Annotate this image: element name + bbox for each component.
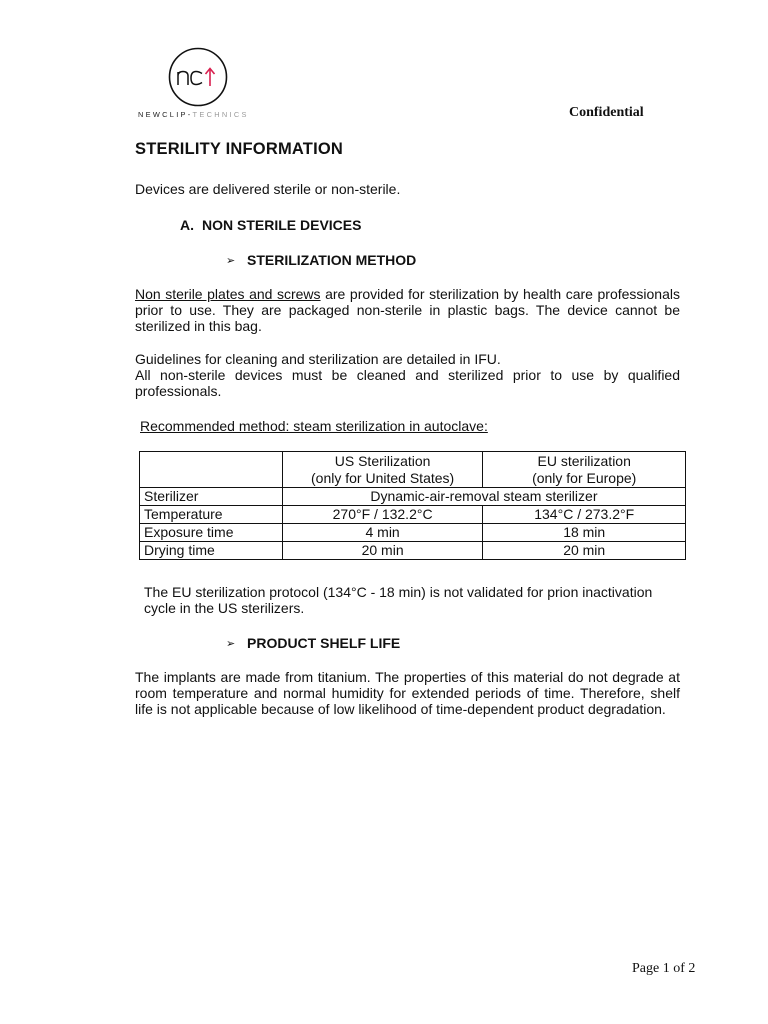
- guidelines-paragraph: [135, 351, 680, 399]
- section-a-label: NON STERILE DEVICES: [202, 217, 362, 233]
- table-cell-label: Sterilizer: [140, 488, 283, 506]
- logo-wordmark: [138, 110, 249, 119]
- arrow-bullet-icon: ➢: [226, 255, 236, 267]
- page-title: STERILITY INFORMATION: [135, 140, 344, 158]
- confidential-label: Confidential: [569, 105, 644, 120]
- sterilization-table: [139, 451, 686, 560]
- eu-protocol-note: The EU sterilization protocol (134°C - 18 min) is not validated for prion inactivation cycle in the US sterilizers.: [144, 584, 653, 616]
- table-header-us: US Sterilization (only for United States): [282, 452, 483, 488]
- intro-text: Devices are delivered sterile or non-sterile.: [135, 181, 401, 197]
- page-number: Page 1 of 2: [632, 961, 696, 976]
- table-cell-label: Temperature: [140, 506, 283, 524]
- shelf-life-heading: [226, 635, 400, 651]
- table-cell-us: 270°F / 132.2°C: [282, 506, 483, 524]
- table-cell-eu: 18 min: [483, 524, 686, 542]
- table-cell-eu: 134°C / 273.2°F: [483, 506, 686, 524]
- table-cell-value: Dynamic-air-removal steam sterilizer: [282, 488, 685, 506]
- section-a-heading: [180, 217, 361, 233]
- logo-wordmark-primary: NEWCLIP-: [138, 110, 193, 119]
- sterilization-method-label: STERILIZATION METHOD: [247, 252, 417, 268]
- table-cell-us: 20 min: [282, 542, 483, 560]
- table-row: [140, 542, 686, 560]
- arrow-bullet-icon: ➢: [226, 638, 236, 650]
- shelf-life-label: PRODUCT SHELF LIFE: [247, 635, 401, 651]
- table-row: [140, 524, 686, 542]
- table-cell-eu: 20 min: [483, 542, 686, 560]
- table-header-eu: EU sterilization (only for Europe): [483, 452, 686, 488]
- shelf-life-paragraph: The implants are made from titanium. The properties of this material do not degrade at room temperature and normal humidity for extended periods of time. Therefore, shelf life is not applicable because of low likelihood of time-dependent product degradation.: [135, 669, 680, 717]
- table-header-row: [140, 452, 686, 488]
- table-header-empty: [140, 452, 283, 488]
- recommended-method: Recommended method: steam sterilization in autoclave:: [140, 418, 488, 434]
- non-sterile-paragraph: [135, 286, 680, 334]
- non-sterile-text: are provided for sterilization by health care professionals prior to use. They are packaged non-sterile in plastic bags. The device cannot be sterilized in this bag.: [135, 286, 680, 334]
- non-sterile-underlined: Non sterile plates and screws: [135, 286, 321, 302]
- logo-wordmark-secondary: TECHNICS: [192, 110, 249, 119]
- table-cell-label: Drying time: [140, 542, 283, 560]
- section-a-number: A.: [180, 217, 194, 233]
- table-cell-label: Exposure time: [140, 524, 283, 542]
- table-row-sterilizer: [140, 488, 686, 506]
- logo-mark-icon: [167, 46, 229, 108]
- sterilization-method-heading: [226, 252, 416, 268]
- guidelines-line-1: Guidelines for cleaning and sterilization are detailed in IFU.: [135, 351, 501, 367]
- table-row: [140, 506, 686, 524]
- guidelines-line-2: All non-sterile devices must be cleaned and sterilized prior to use by qualified professionals.: [135, 367, 680, 399]
- table-cell-us: 4 min: [282, 524, 483, 542]
- company-logo: [135, 46, 265, 119]
